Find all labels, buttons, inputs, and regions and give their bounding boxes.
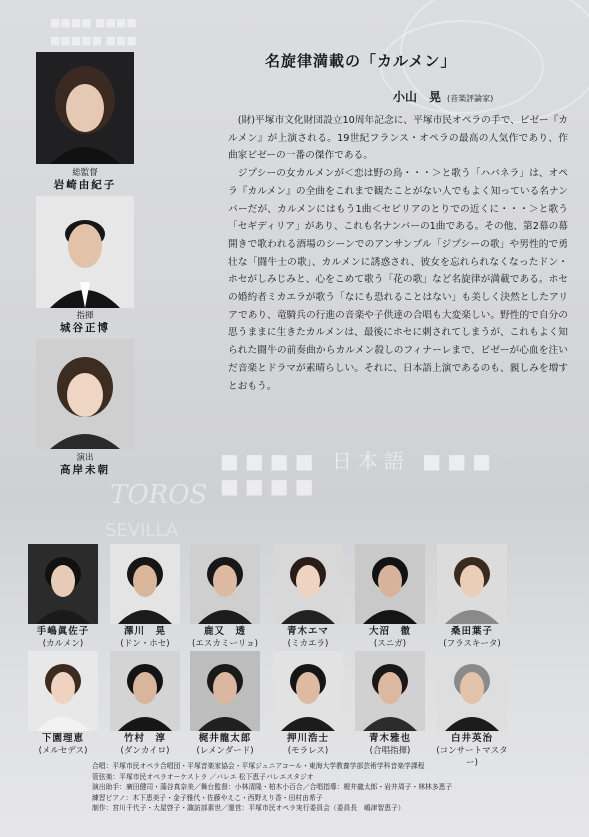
cast-photo xyxy=(190,651,260,731)
cast-role: (スニガ) xyxy=(373,639,407,649)
cast-name: 押川浩士 xyxy=(286,733,329,744)
cast-name: 鹿又 透 xyxy=(203,626,246,637)
cast-photo xyxy=(355,651,425,731)
cast-photo xyxy=(190,544,260,624)
photo-conductor xyxy=(36,196,134,308)
cast-photo xyxy=(355,544,425,624)
cast-role: (ドン・ホセ) xyxy=(120,639,170,649)
cast-caption xyxy=(184,733,266,757)
cast-photo xyxy=(273,651,343,731)
credit-line: 合唱：平塚市民オペラ合唱団・平塚音楽家協会・平塚ジュニアコール・東海大学教養学部芸術学科音楽学課程 xyxy=(92,762,425,770)
credit-line: 練習ピアノ：木下恵美子・金子雅代・佐藤やえこ・西野えり香・田村由希子 xyxy=(92,793,323,802)
credit-line: 管弦楽：平塚市民オペラオーケストラ ／バレエ 松下恵子バレエスタジオ xyxy=(92,772,314,781)
cast-photo xyxy=(437,651,507,731)
cast-role: (ダンカイロ) xyxy=(120,746,170,756)
cast-photo xyxy=(28,651,98,731)
article-body xyxy=(228,112,568,395)
photo-director xyxy=(36,52,134,164)
cast-role: (フラスキータ) xyxy=(443,639,501,649)
cast-role: (ミカエラ) xyxy=(287,639,329,649)
cast-role: (コンサートマスター) xyxy=(436,746,508,768)
cast-name: 竹村 淳 xyxy=(123,733,166,744)
background-toros: TOROS xyxy=(110,480,208,510)
cast-photo xyxy=(110,651,180,731)
credit-line: 制作：宮川千代子・大屋啓子・諏訪部素世／運営：平塚市民オペラ実行委員会（委員長 嶋津智恵子） xyxy=(92,804,405,813)
article-author: 小山 晃 (音楽評論家) xyxy=(393,90,494,104)
cast-caption xyxy=(267,626,349,650)
cast-caption xyxy=(431,626,513,650)
cast-role: (合唱指揮) xyxy=(369,746,411,756)
cast-name: 梶井龍太郎 xyxy=(198,733,252,744)
cast-name: 青木エマ xyxy=(286,626,329,637)
cast-caption xyxy=(184,626,266,650)
article-paragraph: ジプシーの女カルメンが＜恋は野の鳥・・・＞と歌う「ハバネラ」は、オペラ『カルメン』の全曲をこれまで観たことがない人でもよく知っている名ナンバーだが、カルメンにはもう1曲＜セビリアのとりでの近くに・・・＞と歌う「セギディリア」があり、これも名ナンバーの1曲である。その他、第2幕の幕開きで歌われる酒場のシーンでのアンサンブル「ジプシーの歌」や男性的で勇壮な「闘牛士の歌」、カルメンに誘惑され、彼女を忘れられなくなったドン・ホセがしみじみと、心をこめて歌う「花の歌」など名旋律が満載である。ホセの婚約者ミカエラが歌う「なにも恐れることはない」も美しく決然としたアリアであり、竜騎兵の行進の音楽や子供達の合唱も大変楽しい。野性的で自分の思うままに生きたカルメンは、最後にホセに刺されてしまうが、これもよく知られた闘牛の前奏曲からカルメン殺しのフィナーレまで、ビゼーが心血を注いだ音楽とドラマが素晴らしい。それに、日本語上演であるのも、親しみを増すとおもう。 xyxy=(228,168,568,392)
cast-name: 白井英治 xyxy=(450,733,493,744)
cast-photo xyxy=(273,544,343,624)
cast-caption xyxy=(104,733,186,757)
cast-name: 青木雅也 xyxy=(368,733,411,744)
cast-caption xyxy=(349,626,431,650)
credit-line: 演出助手：廣田健司・藻谷真奈美／舞台監督：小林清隆・柏木小百合／合唱指導：梶井龍太郎・岩井周子・林林多恵子 xyxy=(92,783,453,792)
cast-name: 桑田葉子 xyxy=(450,626,493,637)
cast-caption xyxy=(349,733,431,757)
caption-conductor: 指揮 城谷正博 xyxy=(60,311,110,334)
cast-name: 大沼 徹 xyxy=(368,626,411,637)
cast-role: (カルメン) xyxy=(42,639,84,649)
cast-photo xyxy=(110,544,180,624)
cast-name: 手嶋眞佐子 xyxy=(36,626,90,637)
background-sevilla: SEVILLA xyxy=(105,520,179,541)
cast-name: 下園理恵 xyxy=(41,733,84,744)
cast-caption xyxy=(22,626,104,650)
cast-name: 澤川 晃 xyxy=(123,626,166,637)
caption-stage-director: 演出 高岸未朝 xyxy=(60,453,110,476)
article-paragraph: (財)平塚市文化財団設立10周年記念に、平塚市民オペラの手で、ビゼー『カルメン』が上演される。19世紀フランス・オペラの最高の人気作であり、作曲家ビゼーの一番の傑作である。 xyxy=(228,115,568,162)
background-ghost-text: ■■■■ ■■■■ ■■■■■ ■■■ xyxy=(50,16,137,47)
credits xyxy=(92,761,572,814)
article-title: 名旋律満載の「カルメン」 xyxy=(265,52,457,70)
cast-photo xyxy=(437,544,507,624)
cast-role: (モラレス) xyxy=(287,746,329,756)
cast-caption xyxy=(104,626,186,650)
photo-stage-director xyxy=(36,339,134,449)
cast-caption xyxy=(267,733,349,757)
cast-role: (エスカミーリョ) xyxy=(192,639,258,649)
cast-photo xyxy=(28,544,98,624)
background-banner: ■■■■ 日本語 ■■■ ■■■■ xyxy=(220,449,497,498)
cast-role: (レメンダード) xyxy=(196,746,254,756)
caption-director: 総監督 岩崎由紀子 xyxy=(53,168,117,191)
cast-role: (メルセデス) xyxy=(38,746,88,756)
cast-caption xyxy=(22,733,104,757)
